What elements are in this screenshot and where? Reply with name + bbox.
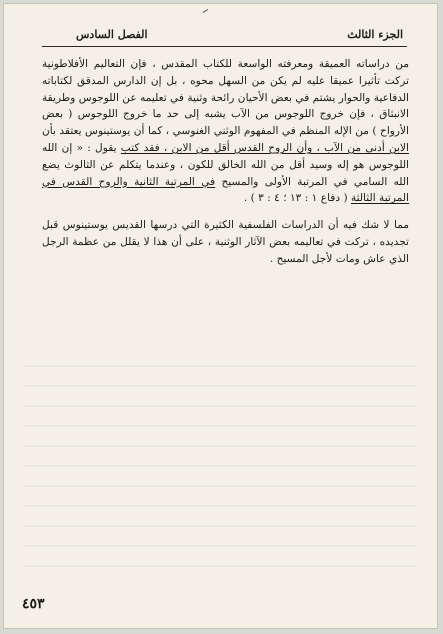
header-chapter: الفصل السادس [76, 28, 148, 41]
page-number: ٤٥٣ [22, 596, 45, 612]
paragraph-1 [42, 56, 409, 207]
header-part: الجزء الثالث [347, 28, 403, 41]
paragraph-2 [42, 217, 409, 267]
text-segment: مما لا شك فيه أن الدراسات الفلسفية الكثيرة التي درسها القديس يوستينوس قبل تجديده ، تركت في تعاليمه بعض الآثار الوثنية ، على أن هذا لا يقلل من عظمة الرجل الذي عاش ومات لأجل المسيح . [42, 219, 409, 265]
text-segment: ( دفاع ١ : ١٣ ؛ ٤ : ٣ ) . [243, 192, 351, 205]
scan-mark [203, 9, 212, 18]
running-header [42, 24, 407, 47]
underlined-text: في المرتبة الثانية والروح القدس في المرتبة الثالثة [42, 175, 409, 205]
underlined-text: الابن أدنى من الآب ، وأن الروح القدس أقل من الابن ، فقد كتب [120, 141, 409, 154]
show-through-texture [24, 354, 417, 578]
text-segment: يقول : « إن الله اللوجوس هو إله وسيد أقل من الله الخالق للكون ، وعندما يتكلم عن الثالوث يضع الله السامي في المرتبة الأولى والمسيح [42, 141, 409, 188]
book-page [4, 4, 437, 628]
body-text [42, 56, 409, 268]
text-segment: من دراساته العميقة ومعرفته الواسعة للكتاب المقدس ، فإن التعاليم الأفلاطونية تركت تأثيرا عميقا عليه لم يكن من السهل محوه ، بل إن الدارس المدقق لكتاباته الدفاعية والحوار يشتم في بعض الأحيان رائحة وثنية في تعليمه عن اللوجوس وطريقة الانبثاق ، فإن خروج اللوجوس من الآب يشبه إلى حد ما خروج اللوجوس ( بعض الأرواح ) من الإله المنظم في المفهوم الوثني الغنوسي ، كما أن يوستينوس يعتقد بأن [42, 58, 409, 138]
